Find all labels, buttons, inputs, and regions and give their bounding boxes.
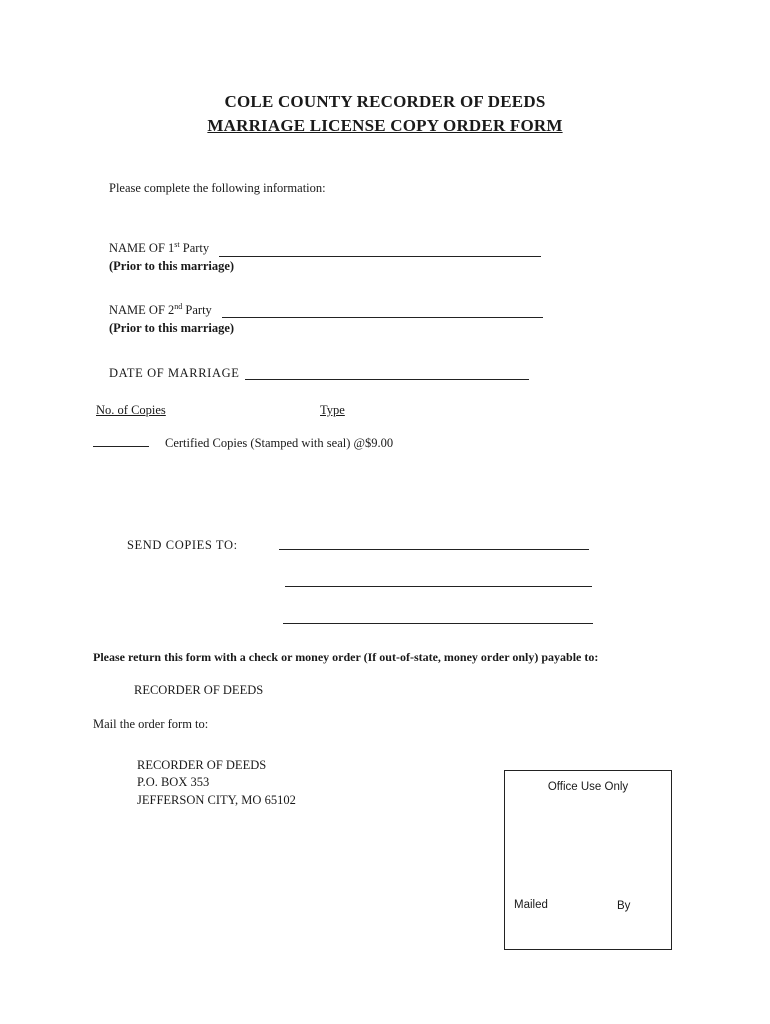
certified-copies-count-field[interactable]	[93, 446, 149, 447]
party1-label-suffix: Party	[179, 241, 210, 255]
party2-name-field[interactable]	[222, 317, 543, 318]
party1-label-prefix: NAME OF 1	[109, 241, 175, 255]
intro-text: Please complete the following information:	[109, 181, 326, 195]
party2-label-prefix: NAME OF 2	[109, 303, 175, 317]
mail-address-line-3: JEFFERSON CITY, MO 65102	[137, 793, 296, 807]
date-of-marriage-field[interactable]	[245, 379, 529, 380]
party1-label-sup: st	[174, 239, 180, 249]
type-header: Type	[320, 403, 345, 417]
office-mailed-label: Mailed	[514, 899, 548, 911]
send-address-line-3[interactable]	[283, 623, 593, 624]
form-subtitle	[0, 116, 770, 136]
party2-note: (Prior to this marriage)	[109, 321, 235, 335]
party1-label	[109, 241, 209, 256]
office-by-label: By	[617, 900, 631, 912]
payment-instructions: Please return this form with a check or money order (If out-of-state, money order only) payable to:	[93, 650, 599, 664]
certified-copies-label: Certified Copies (Stamped with seal) @$9.00	[165, 436, 394, 450]
send-address-line-2[interactable]	[285, 586, 592, 587]
party2-label-suffix: Party	[182, 303, 212, 317]
date-of-marriage-label: DATE OF MARRIAGE	[109, 366, 240, 380]
mail-address-line-2: P.O. BOX 353	[137, 775, 210, 789]
office-use-title: Office Use Only	[547, 781, 629, 793]
party1-note: (Prior to this marriage)	[109, 259, 235, 273]
send-address-line-1[interactable]	[279, 549, 589, 550]
form-subtitle-text: MARRIAGE LICENSE COPY ORDER FORM	[207, 116, 563, 135]
office-use-box	[504, 770, 672, 950]
send-copies-to-label: SEND COPIES TO:	[127, 538, 238, 552]
payee-name: RECORDER OF DEEDS	[134, 683, 264, 697]
form-title: COLE COUNTY RECORDER OF DEEDS	[224, 92, 546, 111]
no-of-copies-header: No. of Copies	[96, 403, 166, 417]
party1-name-field[interactable]	[219, 256, 541, 257]
mail-instructions: Mail the order form to:	[93, 717, 209, 731]
party2-label	[109, 303, 212, 318]
mail-address-line-1: RECORDER OF DEEDS	[137, 758, 267, 772]
party2-label-sup: nd	[174, 301, 183, 311]
